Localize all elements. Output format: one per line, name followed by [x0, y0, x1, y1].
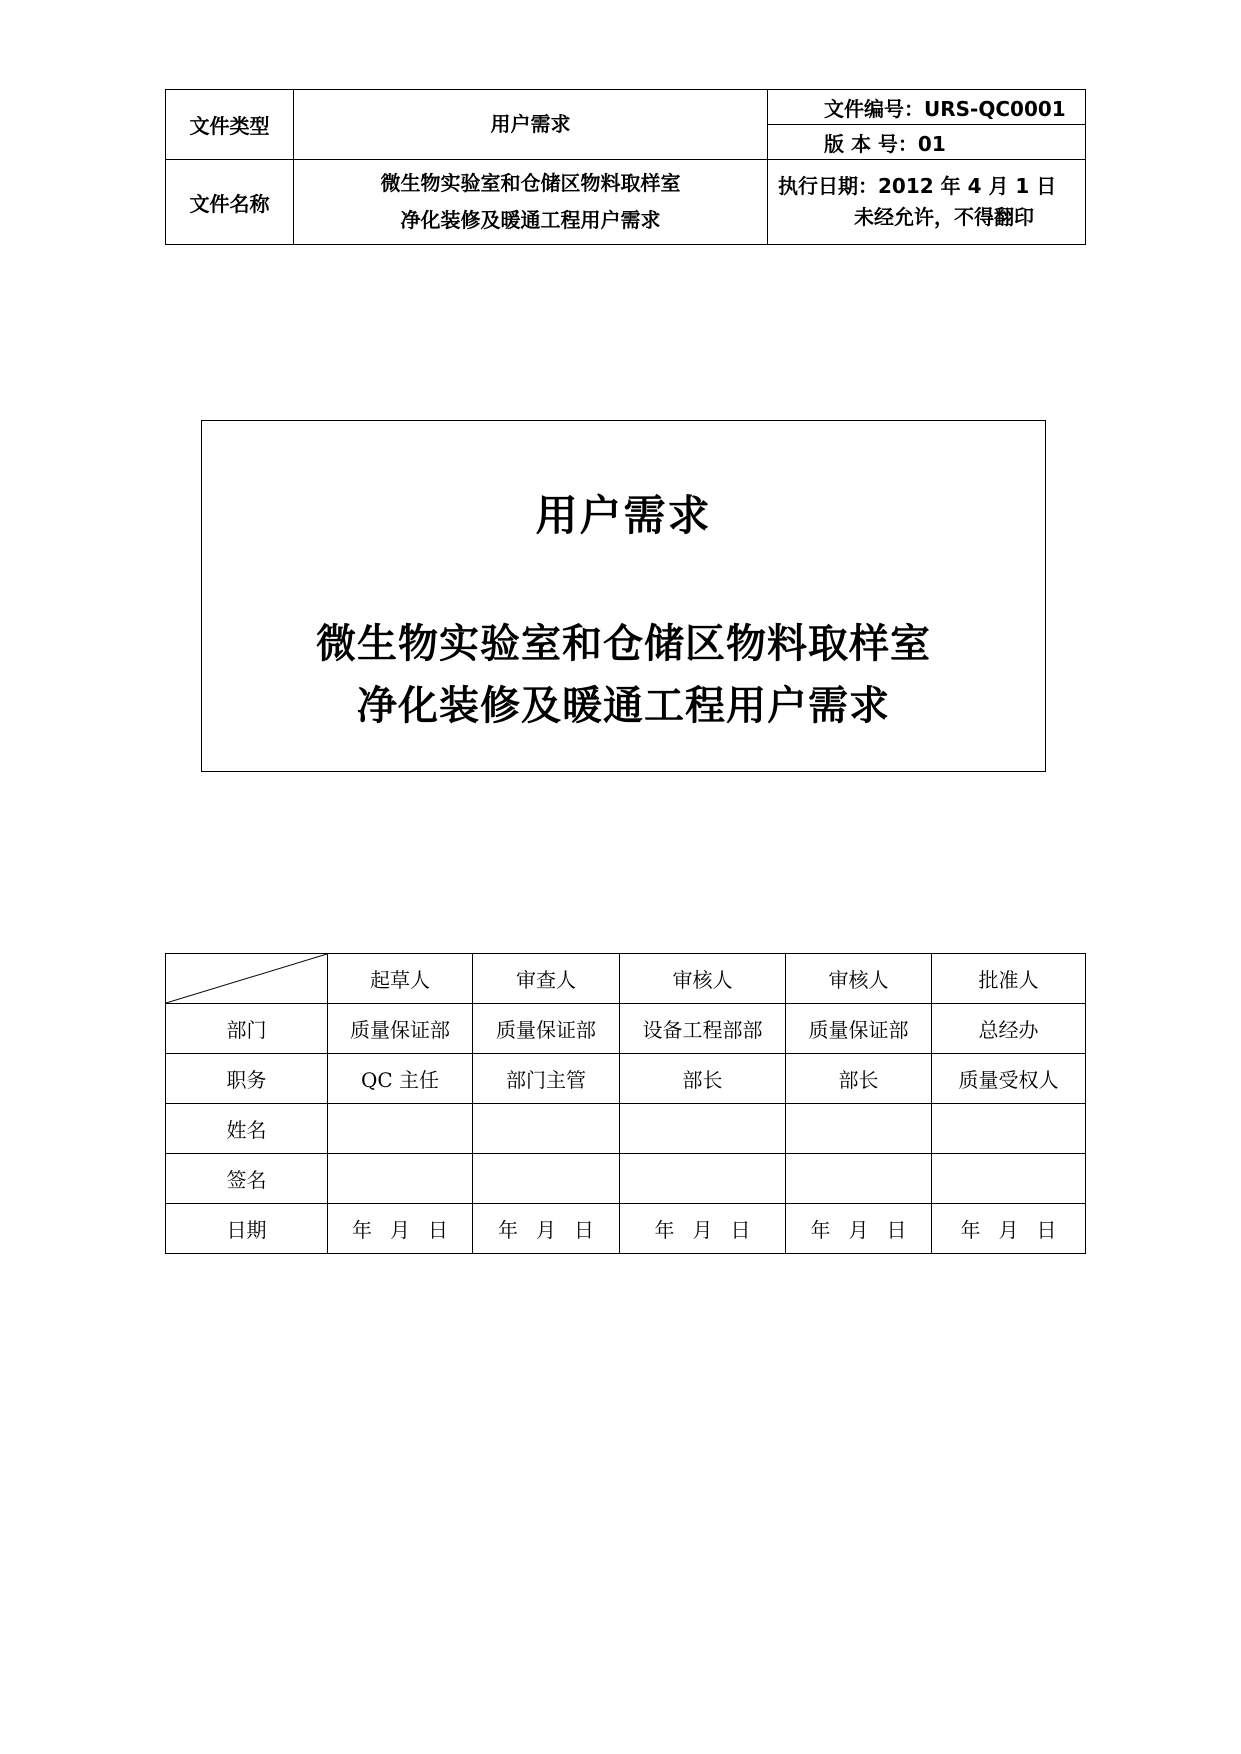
doc-type-value: 用户需求 — [294, 90, 768, 160]
day-label: 日 — [886, 1218, 907, 1242]
title-box — [201, 420, 1046, 772]
table-cell: 质量保证部 — [473, 1004, 620, 1054]
diagonal-corner-cell — [166, 954, 328, 1004]
title-sub — [202, 613, 1045, 737]
signature-field[interactable] — [932, 1154, 1086, 1204]
day-label: 日 — [574, 1218, 594, 1242]
month-label: 月 — [998, 1218, 1019, 1242]
doc-name-label: 文件名称 — [166, 160, 294, 245]
table-cell: 总经办 — [932, 1004, 1086, 1054]
title-main: 用户需求 — [535, 491, 712, 540]
year-label: 年 — [498, 1218, 518, 1242]
signature-field[interactable] — [473, 1154, 620, 1204]
column-header: 审核人 — [786, 954, 932, 1004]
date-field[interactable] — [328, 1204, 473, 1254]
doc-name-line1: 微生物实验室和仓储区物料取样室 — [380, 171, 681, 195]
doc-name-value — [294, 160, 768, 245]
name-field[interactable] — [932, 1104, 1086, 1154]
name-field[interactable] — [473, 1104, 620, 1154]
year-label: 年 — [654, 1218, 675, 1242]
table-cell: 部长 — [786, 1054, 932, 1104]
table-cell: 质量保证部 — [786, 1004, 932, 1054]
column-header: 起草人 — [328, 954, 473, 1004]
month-label: 月 — [536, 1218, 556, 1242]
name-field[interactable] — [620, 1104, 786, 1154]
month-label: 月 — [848, 1218, 869, 1242]
doc-name-line2: 净化装修及暖通工程用户需求 — [400, 208, 661, 232]
table-cell: 质量受权人 — [932, 1054, 1086, 1104]
doc-version: 版 本 号：01 — [768, 125, 1086, 160]
approval-row-date — [166, 1204, 1086, 1254]
column-header: 审查人 — [473, 954, 620, 1004]
document-header-table — [165, 89, 1086, 245]
date-field[interactable] — [620, 1204, 786, 1254]
day-label: 日 — [428, 1218, 448, 1242]
table-cell: 部长 — [620, 1054, 786, 1104]
row-label: 部门 — [166, 1004, 328, 1054]
table-cell: 质量保证部 — [328, 1004, 473, 1054]
row-label: 签名 — [166, 1154, 328, 1204]
title-sub-line2: 净化装修及暖通工程用户需求 — [357, 683, 890, 729]
year-label: 年 — [960, 1218, 981, 1242]
name-field[interactable] — [328, 1104, 473, 1154]
row-label: 日期 — [166, 1204, 328, 1254]
day-label: 日 — [1036, 1218, 1057, 1242]
month-label: 月 — [390, 1218, 410, 1242]
column-header: 批准人 — [932, 954, 1086, 1004]
approval-table — [165, 953, 1086, 1254]
approval-row-name — [166, 1104, 1086, 1154]
table-cell: 设备工程部部 — [620, 1004, 786, 1054]
signature-field[interactable] — [620, 1154, 786, 1204]
date-field[interactable] — [932, 1204, 1086, 1254]
approval-row-signature — [166, 1154, 1086, 1204]
row-label: 姓名 — [166, 1104, 328, 1154]
table-cell: QC 主任 — [328, 1054, 473, 1104]
doc-type-label: 文件类型 — [166, 90, 294, 160]
year-label: 年 — [810, 1218, 831, 1242]
date-field[interactable] — [473, 1204, 620, 1254]
copy-notice: 未经允许，不得翻印 — [854, 205, 1034, 229]
approval-row-department — [166, 1004, 1086, 1054]
signature-field[interactable] — [328, 1154, 473, 1204]
diagonal-line — [166, 954, 327, 1003]
doc-exec-info — [768, 160, 1086, 245]
month-label: 月 — [692, 1218, 713, 1242]
year-label: 年 — [352, 1218, 372, 1242]
exec-date: 执行日期：2012 年 4 月 1 日 — [778, 174, 1057, 198]
doc-number: 文件编号：URS-QC0001 — [768, 90, 1086, 125]
signature-field[interactable] — [786, 1154, 932, 1204]
title-sub-line1: 微生物实验室和仓储区物料取样室 — [316, 621, 931, 667]
approval-row-position — [166, 1054, 1086, 1104]
column-header: 审核人 — [620, 954, 786, 1004]
day-label: 日 — [730, 1218, 751, 1242]
approval-header-row — [166, 954, 1086, 1004]
table-cell: 部门主管 — [473, 1054, 620, 1104]
name-field[interactable] — [786, 1104, 932, 1154]
row-label: 职务 — [166, 1054, 328, 1104]
date-field[interactable] — [786, 1204, 932, 1254]
